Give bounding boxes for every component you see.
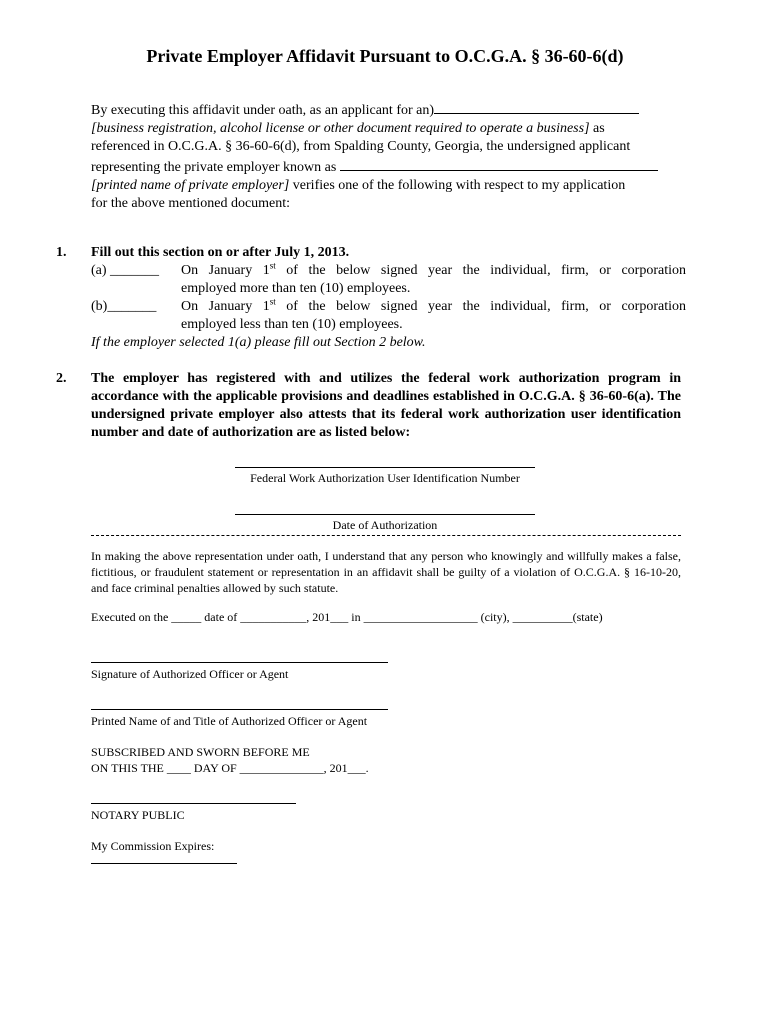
intro-line-2-italic: [business registration, alcohol license or other document required to operate a business]	[91, 121, 590, 136]
section-2-text: The employer has registered with and utilizes the federal work authorization program in accordance with the applicable provisions and deadlines established in O.C.G.A. § 36-60-6(a). The undersigned private employer also attests that its federal work authorization user identification number and date of authorization are as listed below:	[91, 371, 681, 440]
notary-signature-field[interactable]	[91, 803, 296, 804]
section-1-note: If the employer selected 1(a) please fill out Section 2 below.	[91, 335, 426, 350]
disclaimer-text: In making the above representation under oath, I understand that any person who knowingly and willfully makes a false, fictitious, or fraudulent statement or representation in an affidavit shall be guilty of a violation of O.C.G.A. § 16-10-20, and face criminal penalties allowed by such statute.	[91, 549, 681, 595]
user-id-label: Federal Work Authorization User Identification Number	[250, 471, 520, 485]
applicant-document-field[interactable]	[434, 99, 639, 114]
intro-line-5-rest: verifies one of the following with respect to my application	[289, 178, 626, 193]
option-b-sup: st	[269, 296, 276, 307]
option-a-text-post: of the below signed year the individual, firm, or corporation	[275, 263, 687, 278]
signature-label: Signature of Authorized Officer or Agent	[91, 667, 289, 681]
sworn-line-1: SUBSCRIBED AND SWORN BEFORE ME	[91, 745, 310, 759]
intro-line-4: representing the private employer known as	[91, 160, 340, 175]
option-b-text	[181, 298, 686, 316]
option-b-line-2: employed less than ten (10) employees.	[181, 317, 403, 332]
employer-name-field[interactable]	[340, 156, 658, 171]
option-a-text	[181, 262, 686, 280]
section-1-number: 1.	[56, 245, 67, 260]
intro-line-3: referenced in O.C.G.A. § 36-60-6(d), from Spalding County, Georgia, the undersigned applicant	[91, 139, 631, 154]
commission-date-field[interactable]	[91, 863, 237, 864]
authorization-date-field[interactable]	[235, 514, 535, 515]
option-a-line-2: employed more than ten (10) employees.	[181, 281, 411, 296]
commission-label: My Commission Expires:	[91, 839, 215, 853]
section-1-heading: Fill out this section on or after July 1, 2013.	[91, 245, 350, 260]
authorization-date-label: Date of Authorization	[332, 518, 438, 532]
section-2-number: 2.	[56, 371, 67, 386]
intro-line-6: for the above mentioned document:	[91, 196, 291, 211]
user-id-field[interactable]	[235, 467, 535, 468]
intro-paragraph	[91, 99, 681, 213]
executed-line[interactable]: Executed on the _____ date of ___________, 201___ in ___________________ (city), __________(state)	[91, 610, 603, 624]
option-b-text-pre: On January 1	[181, 299, 270, 314]
document-title: Private Employer Affidavit Pursuant to O.C.G.A. § 36-60-6(d)	[146, 46, 624, 66]
notary-label: NOTARY PUBLIC	[91, 808, 185, 822]
printed-name-field[interactable]	[91, 709, 388, 710]
signature-field[interactable]	[91, 662, 388, 663]
option-a-text-pre: On January 1	[181, 263, 270, 278]
intro-line-2-rest: as	[589, 121, 605, 136]
option-a-label[interactable]: (a) _______	[91, 263, 160, 278]
sworn-line-2[interactable]: ON THIS THE ____ DAY OF ______________, 201___.	[91, 761, 369, 775]
printed-name-label: Printed Name of and Title of Authorized Officer or Agent	[91, 714, 368, 728]
dashed-divider	[91, 535, 681, 537]
intro-line-1: By executing this affidavit under oath, as an applicant for an)	[91, 103, 435, 118]
option-b-text-post: of the below signed year the individual, firm, or corporation	[275, 299, 687, 314]
intro-line-5-italic: [printed name of private employer]	[91, 178, 290, 193]
option-a-sup: st	[269, 260, 276, 271]
option-b-label[interactable]: (b)_______	[91, 299, 157, 314]
